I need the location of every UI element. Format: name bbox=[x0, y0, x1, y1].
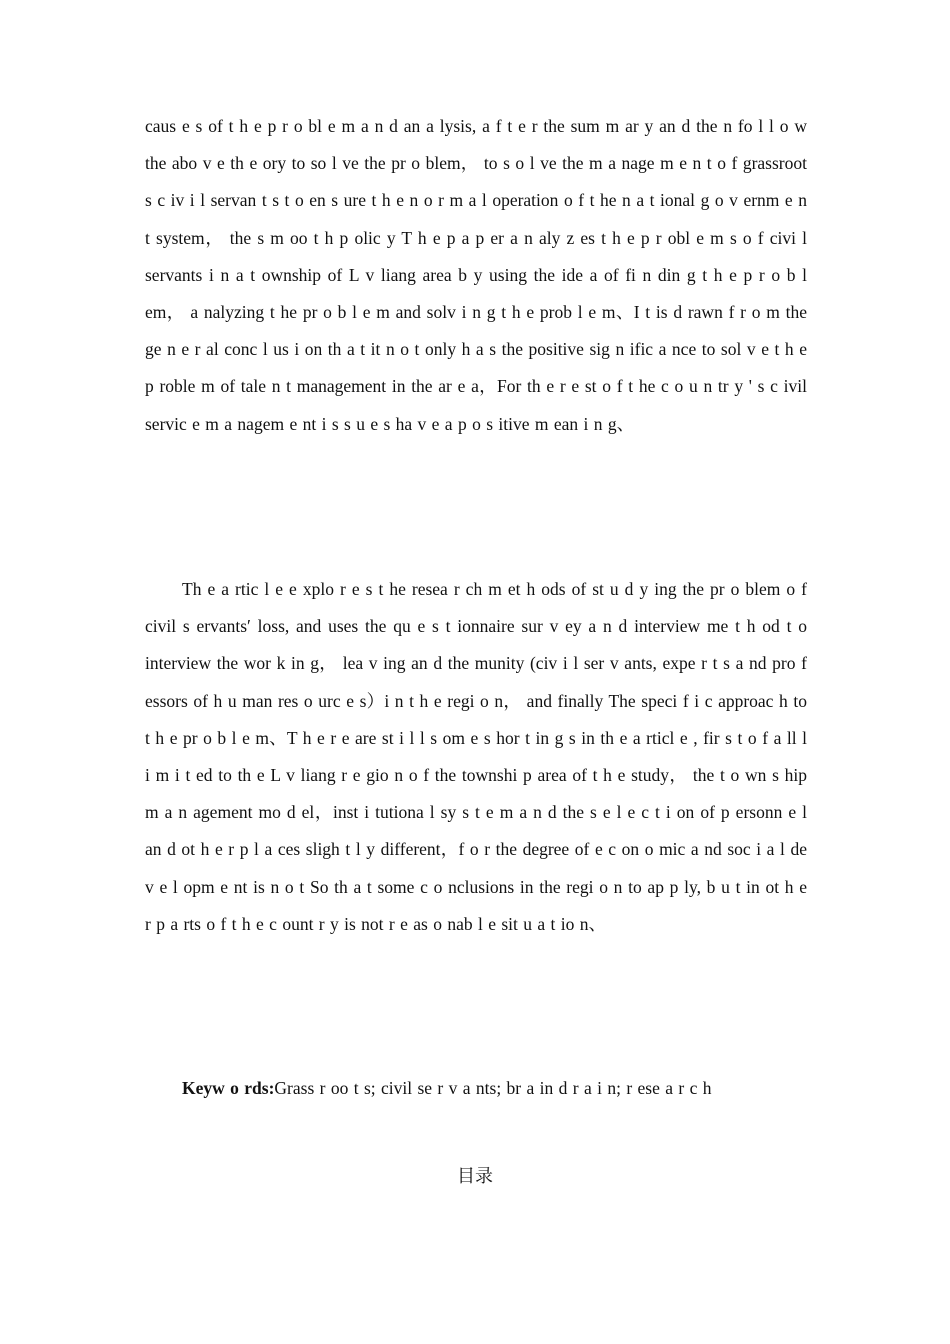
keywords-paragraph bbox=[145, 1070, 807, 1107]
keywords-label: Keyw o rds: bbox=[182, 1078, 275, 1098]
abstract-paragraph-1: caus e s of t h e p r o bl e m a n d an a lysis, a f t e r the sum m ar y an d the n fo l l o w the abo v e th e ory to so l ve the pr o blem， to s o l ve the m a nage m e n t o f grassroot s c iv i l servan t s t o en s ure t h e n o r m a l operation o f t he n a t ional g o v ernm e n t system， the s m oo t h p olic y T h e p a p er a n aly z es t h e p r obl e m s o f civi l servants i n a t ownship of L v liang area b y using the ide a of fi n din g t h e p r o b l em， a nalyzing t he pr o b l e m and solv i n g t h e prob l e m、I t is d rawn f r o m the ge n e r al conc l us i on th a t it n o t only h a s the positive sig n ific a nce to sol v e t h e p roble m of tale n t management in the ar e a，For th e r e st o f t he c o u n tr y ' s c ivil servic e m a nagem e nt i s s u e s ha v e a p o s itive m ean i n g、 bbox=[145, 116, 807, 434]
keywords-value: Grass r oo t s; civil se r v a nts; br a in d r a i n; r ese a r c h bbox=[274, 1078, 712, 1098]
table-of-contents-heading: 目录 bbox=[457, 1166, 493, 1187]
abstract-paragraph-2: Th e a rtic l e e xplo r e s t he resea r ch m et h ods of st u d y ing the pr o blem o f civil s ervants′ loss, and uses the qu e s t ionnaire sur v ey a n d interview me t h od t o interview the wor k in g， lea v ing an d the munity (civ i l ser v ants, expe r t s a nd pro f essors of h u man res o urc e s）i n t h e regi o n， and finally The speci f i c approac h to t h e pr o b l e m、T h e r e are st i l l s om e s hor t in g s in th e a rticl e , fir s t o f a ll l i m i t ed to th e L v liang r e gio n o f the townshi p area of t h e study， the t o wn s hip m a n agement mo d el，inst i tutiona l sy s t e m a n d the s e l e c t i on of p ersonn e l an d ot h e r p l a ces sligh t l y different，f o r the degree of e c on o mic a nd soc i a l de v e l opm e nt is n o t So th a t some c o nclusions in the regi o n to ap p ly, b u t in ot h e r p a rts o f t h e c ount r y is not r e as o nab l e sit u a t io n、 bbox=[145, 579, 807, 934]
